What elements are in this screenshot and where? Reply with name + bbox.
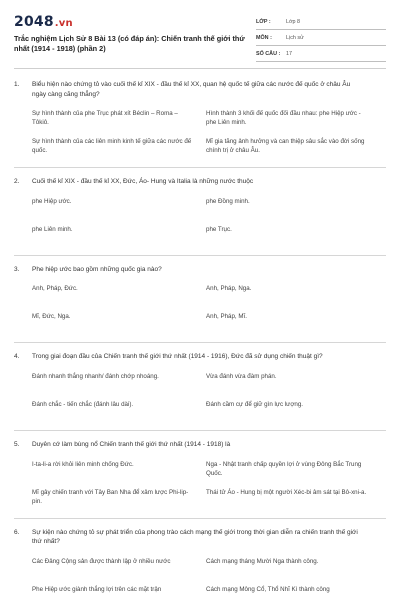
question-stem <box>14 80 386 99</box>
question-divider <box>14 518 386 519</box>
meta-key: SỐ CÂU : <box>256 50 281 57</box>
page-header <box>14 0 386 68</box>
question-list <box>14 69 386 600</box>
answer-option-b[interactable]: phe Đồng minh. <box>206 197 250 205</box>
question-1 <box>14 80 386 165</box>
answer-option-c[interactable]: phe Liên minh. <box>32 225 73 233</box>
answer-options <box>14 197 386 253</box>
site-logo[interactable] <box>14 14 254 30</box>
answer-option-b[interactable]: Hình thành 3 khối đế quốc đối đầu nhau: phe Hiệp ước - phe Liên minh. <box>206 110 361 127</box>
question-stem <box>14 177 386 187</box>
question-stem <box>14 265 386 275</box>
question-2 <box>14 177 386 253</box>
question-text: Phe hiệp ước bao gồm những quốc gia nào? <box>32 265 162 273</box>
logo-suffix: .vn <box>54 18 73 29</box>
answer-options <box>14 109 386 165</box>
question-divider <box>14 342 386 343</box>
question-5 <box>14 440 386 516</box>
question-text: Trong giai đoạn đầu của Chiến tranh thế giới thứ nhất (1914 - 1916), Đức đã sử dụng chiến thuật gì? <box>32 353 323 361</box>
answer-option-c[interactable]: Phe Hiệp ước giành thắng lợi trên các mặt trận <box>32 585 162 593</box>
question-text: Cuối thế kỉ XIX - đầu thế kỉ XX, Đức, Áo- Hung và Italia là những nước thuộc <box>32 178 254 186</box>
answer-option-a[interactable]: Các Đảng Cộng sản được thành lập ở nhiều nước <box>32 557 171 565</box>
header-left <box>14 14 254 68</box>
answer-option-b[interactable]: Cách mạng tháng Mười Nga thành công. <box>206 557 319 565</box>
answer-option-d[interactable]: phe Trục. <box>206 225 232 233</box>
question-divider <box>14 167 386 168</box>
answer-option-b[interactable]: Anh, Pháp, Nga. <box>206 285 252 293</box>
answer-option-a[interactable]: Đánh nhanh thắng nhanh/ đánh chớp nhoáng. <box>32 373 159 381</box>
question-number: 4. <box>14 353 20 361</box>
question-number: 1. <box>14 81 20 88</box>
meta-value: 17 <box>286 50 292 57</box>
question-divider <box>14 430 386 431</box>
meta-value: Lớp 8 <box>286 18 301 25</box>
meta-key: MÔN : <box>256 34 272 41</box>
meta-row-subject <box>256 30 386 46</box>
answer-option-c[interactable]: Mĩ, Đức, Nga. <box>32 313 71 321</box>
answer-option-d[interactable]: Đánh cầm cự để giữ gìn lực lượng. <box>206 401 303 409</box>
question-6 <box>14 528 386 600</box>
answer-option-b[interactable]: Vừa đánh vừa đàm phán. <box>206 373 277 381</box>
question-text: Biểu hiện nào chứng tỏ vào cuối thế kỉ XIX - đầu thế kỉ XX, quan hệ quốc tế giữa các nước đế quốc ở châu Âu ngày càng căng thẳng? <box>32 81 351 98</box>
question-4 <box>14 352 386 428</box>
question-stem <box>14 352 386 362</box>
question-number: 5. <box>14 441 20 449</box>
document-title: Trắc nghiệm Lịch Sử 8 Bài 13 (có đáp án): Chiến tranh thế giới thứ nhất (1914 - 1918) (phần 2) <box>14 34 245 54</box>
answer-options <box>14 460 386 516</box>
question-stem <box>14 528 386 547</box>
meta-value: Lịch sử <box>286 34 304 41</box>
answer-options <box>14 557 386 600</box>
answer-option-d[interactable]: Thái tử Áo - Hung bị một người Xéc-bi âm sát tại Bô-xni-a. <box>206 488 367 496</box>
answer-option-d[interactable]: Mĩ gia tăng ảnh hưởng và can thiệp sâu sắc vào đời sống chính trị ở châu Âu. <box>206 138 365 155</box>
question-number: 6. <box>14 528 20 536</box>
answer-option-a[interactable]: I-ta-li-a rời khỏi liên minh chống Đức. <box>32 460 134 468</box>
answer-options <box>14 372 386 428</box>
meta-row-class <box>256 14 386 30</box>
question-number: 2. <box>14 178 20 186</box>
meta-row-count <box>256 46 386 62</box>
answer-options <box>14 284 386 340</box>
question-text: Sự kiện nào chứng tỏ sự phát triển của phong trào cách mạng thế giới trong thời gian diễn ra chiến tranh thế giới thứ nhất? <box>32 528 358 546</box>
question-3 <box>14 265 386 341</box>
answer-option-b[interactable]: Nga - Nhật tranh chấp quyền lợi ở vùng Đông Bắc Trung Quốc. <box>206 460 362 477</box>
meta-table <box>256 14 386 68</box>
answer-option-c[interactable]: Mĩ gây chiến tranh với Tây Ban Nha để xâm lược Phi-lip-pin. <box>32 488 189 505</box>
answer-option-d[interactable]: Cách mạng Mông Cổ, Thổ Nhĩ Kì thành công <box>206 585 330 593</box>
answer-option-a[interactable]: Sự hình thành của phe Trục phát xít Béclin – Roma – Tôkiô. <box>32 110 178 127</box>
question-number: 3. <box>14 265 20 273</box>
answer-option-c[interactable]: Đánh chắc - tiến chắc (đánh lâu dài). <box>32 401 134 409</box>
answer-option-c[interactable]: Sự hình thành của các liên minh kinh tế giữa các nước đế quốc. <box>32 138 192 155</box>
question-text: Duyên cớ làm bùng nổ Chiến tranh thế giới thứ nhất (1914 - 1918) là <box>32 441 231 449</box>
meta-key: LỚP : <box>256 18 271 25</box>
answer-option-a[interactable]: phe Hiệp ước. <box>32 197 72 205</box>
logo-text: 2048 <box>14 14 54 30</box>
question-stem <box>14 440 386 450</box>
answer-option-a[interactable]: Anh, Pháp, Đức. <box>32 285 78 293</box>
question-divider <box>14 255 386 256</box>
answer-option-d[interactable]: Anh, Pháp, Mĩ. <box>206 313 247 321</box>
